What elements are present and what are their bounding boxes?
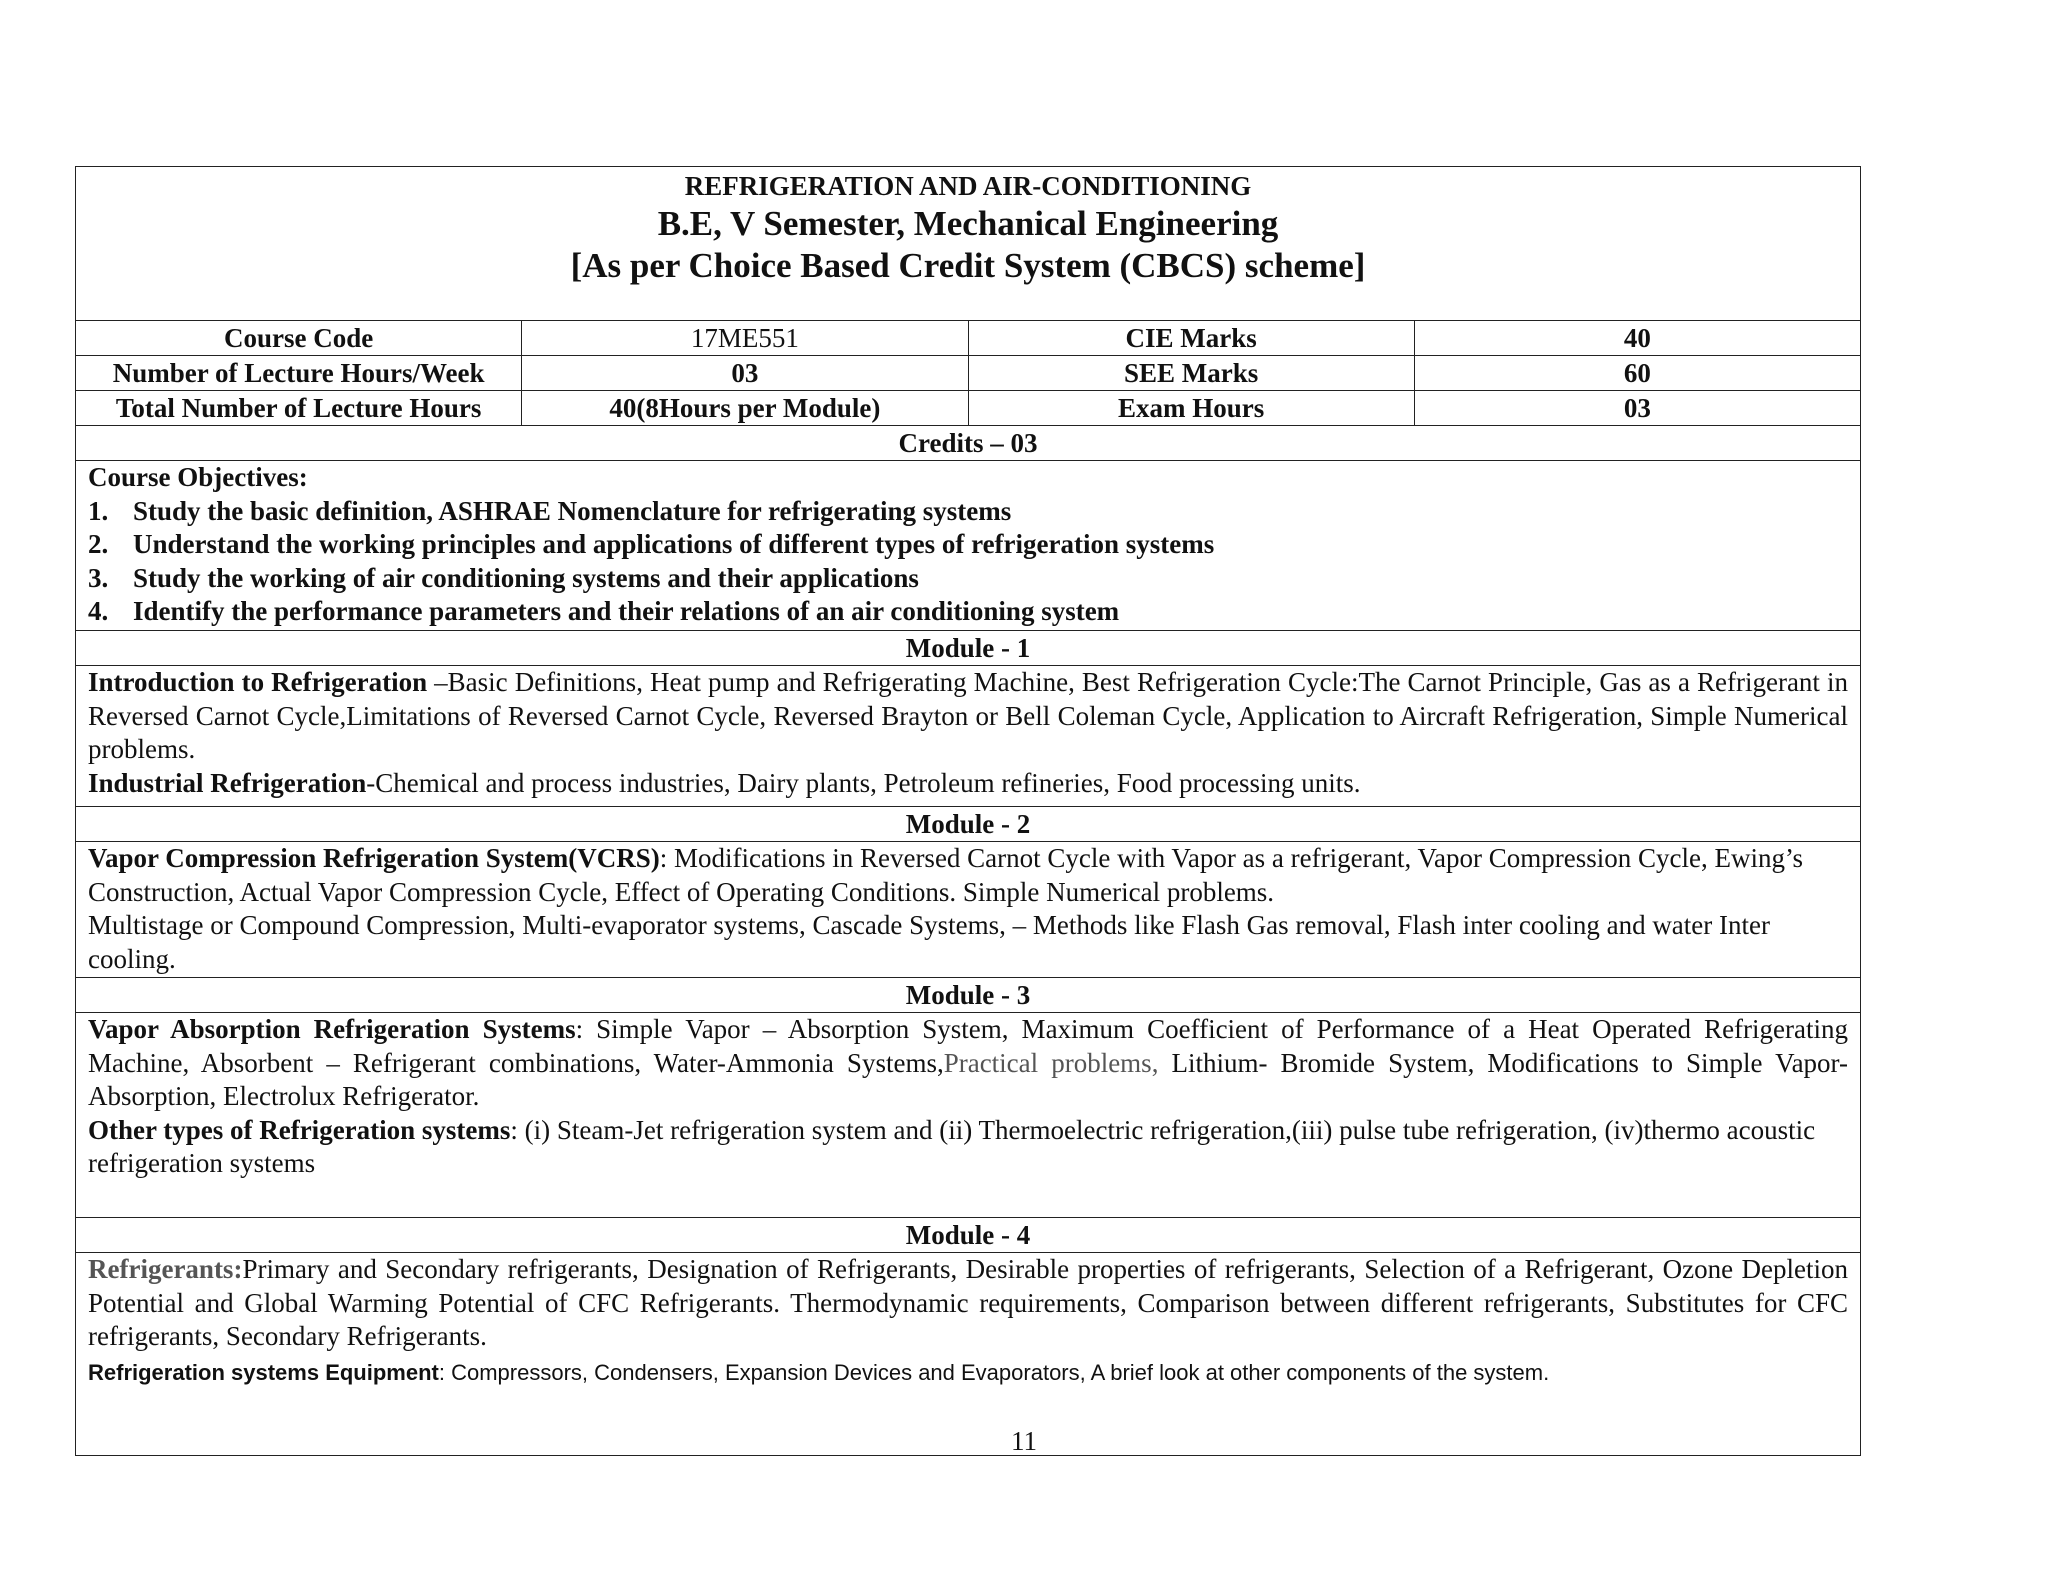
- value-see-marks: 60: [1414, 356, 1860, 390]
- module-4-topic-text: Primary and Secondary refrigerants, Designation of Refrigerants, Desirable properties of refrigerants, Selection of a Refrigerant, Ozone Depletion Potential and Global Warming Potential of CFC Refrigerants. Thermodynamic requirements, Comparison between different refrigerants, Substitutes for CFC refrigerants, Secondary Refrigerants.: [88, 1254, 1848, 1351]
- module-2-content: [76, 841, 1860, 977]
- label-lecture-hours-week: Number of Lecture Hours/Week: [112, 358, 485, 388]
- module-1-heading: Module - 1: [76, 630, 1860, 665]
- info-row-course-code: [76, 320, 1860, 355]
- module-3-subtopic: Other types of Refrigeration systems: [88, 1114, 511, 1145]
- label-course-code: Course Code: [224, 323, 374, 353]
- objective-item: [88, 595, 1848, 629]
- objective-text: Study the working of air conditioning systems and their applications: [133, 562, 919, 593]
- value-lecture-hours-week: 03: [521, 356, 967, 390]
- module-4-subtopic: Refrigeration systems Equipment: [88, 1359, 439, 1385]
- label-exam-hours: Exam Hours: [968, 391, 1414, 425]
- value-cie-marks: 40: [1414, 321, 1860, 355]
- module-3-paragraph-1: [88, 1013, 1848, 1114]
- value-total-hours: 40(8Hours per Module): [521, 391, 967, 425]
- value-course-code: 17ME551: [521, 321, 967, 355]
- objective-text: Study the basic definition, ASHRAE Nomenclature for refrigerating systems: [133, 495, 1012, 526]
- objective-item: [88, 562, 1848, 596]
- objective-item: [88, 528, 1848, 562]
- module-1-subtopic-text: -Chemical and process industries, Dairy plants, Petroleum refineries, Food processing units.: [366, 767, 1361, 798]
- module-3-topic-text-b: Lithium- Bromide System, Modifications to Simple Vapor-Absorption, Electrolux Refrigerator.: [88, 1047, 1849, 1111]
- module-3-topic-text-a: : Simple Vapor – Absorption System, Maximum Coefficient of Performance of a Heat Operated Refrigerating Machine, Absorbent – Refrigerant combinations, Water-Ammonia Systems,: [88, 1014, 1849, 1078]
- course-title: REFRIGERATION AND AIR-CONDITIONING: [684, 171, 1252, 201]
- module-3-topic: Vapor Absorption Refrigeration Systems: [88, 1014, 576, 1044]
- value-exam-hours: 03: [1414, 391, 1860, 425]
- syllabus-table: [75, 166, 1861, 1456]
- credits-row: Credits – 03: [76, 425, 1860, 460]
- objective-text: Identify the performance parameters and their relations of an air conditioning system: [133, 596, 1120, 626]
- module-1-topic-text: –Basic Definitions, Heat pump and Refrigerating Machine, Best Refrigeration Cycle:The Carnot Principle, Gas as a Refrigerant in Reversed Carnot Cycle,Limitations of Reversed Carnot Cycle, Reversed Brayton or Bell Coleman Cycle, Application to Aircraft Refrigeration, Simple Numerical problems.: [88, 667, 1848, 764]
- module-3-practical-problems: Practical problems,: [943, 1047, 1159, 1078]
- info-row-lecture-hours-week: [76, 355, 1860, 390]
- page-number: 11: [1011, 1426, 1037, 1456]
- course-objectives: [76, 460, 1860, 630]
- module-3-paragraph-2: [88, 1114, 1848, 1181]
- label-cie-marks: CIE Marks: [968, 321, 1414, 355]
- module-1-paragraph-1: [88, 666, 1848, 767]
- module-2-paragraph-1: [88, 842, 1848, 909]
- module-2-heading: Module - 2: [76, 806, 1860, 841]
- module-1-paragraph-2: [88, 767, 1848, 801]
- objectives-title: Course Objectives:: [88, 462, 308, 492]
- module-2-topic-text: : Modifications in Reversed Carnot Cycle with Vapor as a refrigerant, Vapor Compression Cycle, Ewing’s Construction, Actual Vapor Compression Cycle, Effect of Operating Conditions. Simple Numerical problems.: [88, 843, 1804, 907]
- label-total-hours: Total Number of Lecture Hours: [115, 393, 482, 423]
- module-2-topic: Vapor Compression Refrigeration System(VCRS): [88, 843, 660, 873]
- info-row-total-hours: [76, 390, 1860, 425]
- module-4-paragraph-1: [88, 1253, 1848, 1354]
- module-4-topic: Refrigerants:: [88, 1254, 243, 1284]
- module-3-heading: Module - 3: [76, 977, 1860, 1012]
- module-1-topic: Introduction to Refrigeration: [88, 667, 428, 697]
- module-4-heading: Module - 4: [76, 1217, 1860, 1252]
- module-4-subtopic-text: : Compressors, Condensers, Expansion Devices and Evaporators, A brief look at other components of the system.: [438, 1359, 1550, 1385]
- objectives-list: [88, 495, 1848, 629]
- module-3-content: [76, 1012, 1860, 1217]
- course-header: [76, 167, 1860, 320]
- objective-number: 1.: [88, 495, 109, 526]
- module-1-subtopic: Industrial Refrigeration: [88, 767, 367, 798]
- objective-number: 2.: [88, 529, 109, 559]
- objective-number: 4.: [88, 596, 109, 626]
- label-see-marks: SEE Marks: [968, 356, 1414, 390]
- scheme-title: [As per Choice Based Credit System (CBCS) scheme]: [570, 246, 1366, 285]
- objective-number: 3.: [88, 562, 109, 593]
- module-1-content: [76, 665, 1860, 806]
- module-2-paragraph-2: Multistage or Compound Compression, Multi-evaporator systems, Cascade Systems, – Methods like Flash Gas removal, Flash inter cooling and water Inter cooling.: [88, 910, 1770, 974]
- objective-text: Understand the working principles and applications of different types of refrigeration systems: [133, 529, 1215, 559]
- module-4-paragraph-2: [88, 1358, 1848, 1388]
- objective-item: [88, 495, 1848, 529]
- program-title: B.E, V Semester, Mechanical Engineering: [657, 204, 1279, 243]
- module-3-subtopic-text: : (i) Steam-Jet refrigeration system and (ii) Thermoelectric refrigeration,(iii) pulse tube refrigeration, (iv)thermo acoustic refrigeration systems: [88, 1114, 1816, 1178]
